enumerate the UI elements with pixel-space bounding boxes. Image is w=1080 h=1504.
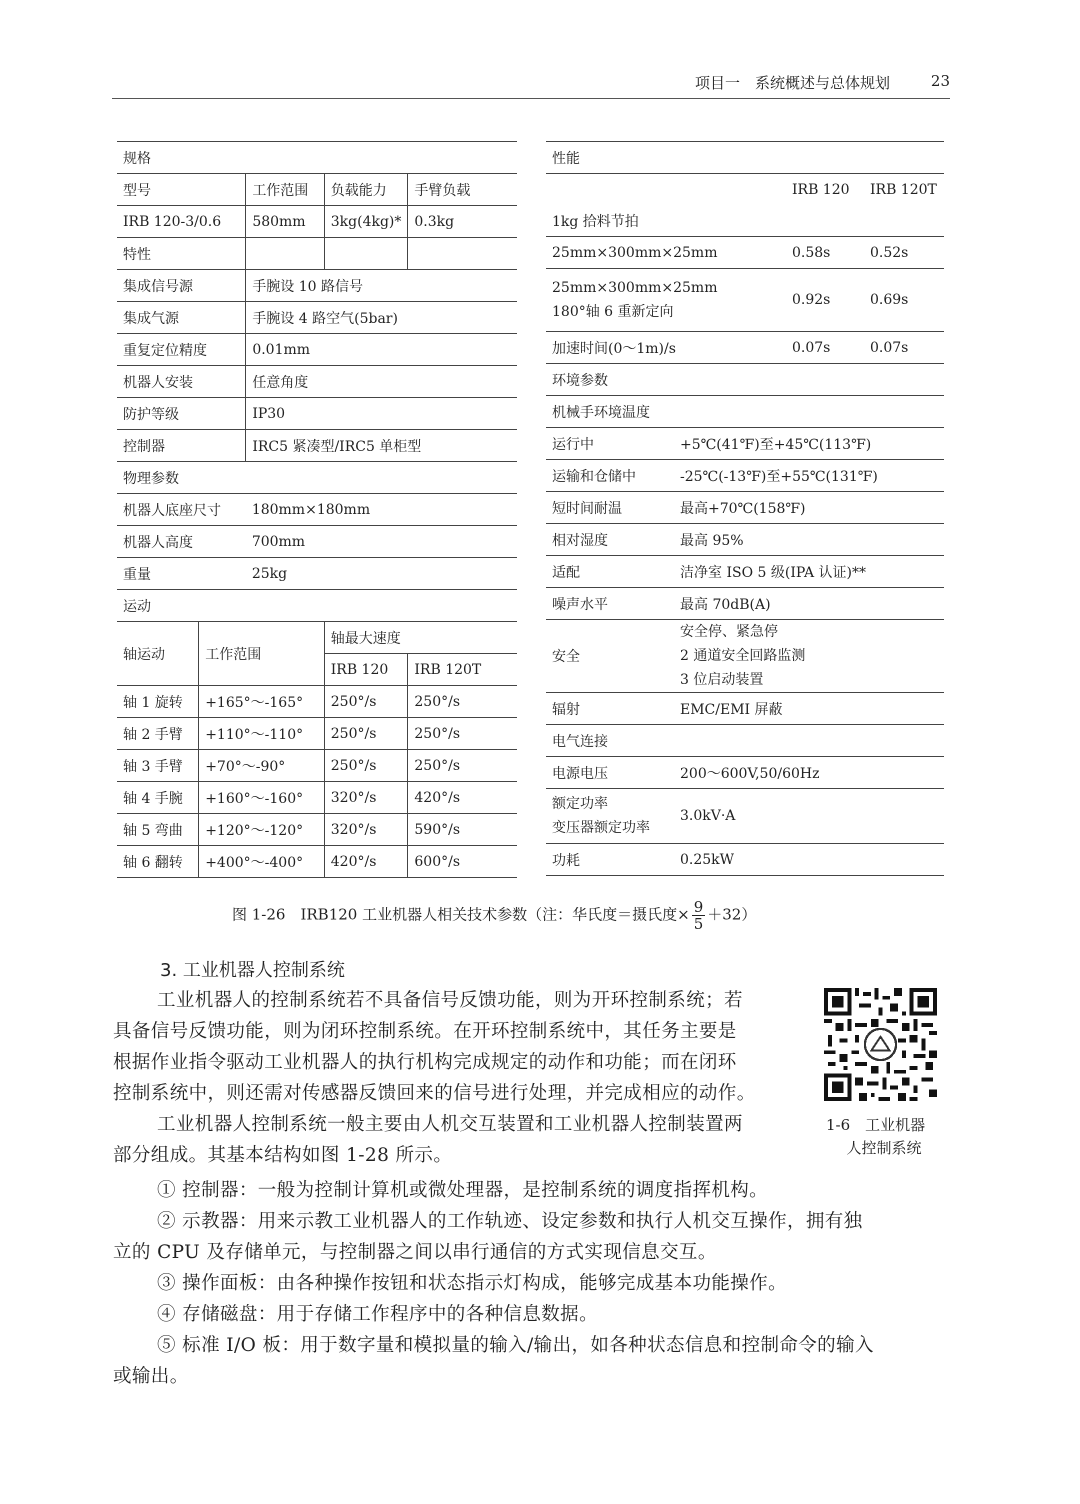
perf-value: 0.07s <box>864 332 944 364</box>
figure-caption <box>232 899 756 939</box>
table-cell: 人控制系统 <box>846 1139 922 1157</box>
voltage-value: 200～600V,50/60Hz <box>674 757 944 789</box>
header-axis: 轴运动 <box>117 622 199 686</box>
table-row <box>117 750 517 782</box>
kv-key: 机器人高度 <box>117 526 246 558</box>
cell-model: IRB 120-3/0.6 <box>117 206 246 238</box>
table-cell: +165°～-165° <box>199 686 325 718</box>
table-cell: 25mm×300mm×25mm <box>552 280 718 296</box>
section-electrical: 电气连接 <box>546 725 944 757</box>
section-motion: 运动 <box>117 590 517 622</box>
list-item: ④ 存储磁盘：用于存储工作程序中的各种信息数据。 <box>157 1304 598 1325</box>
spec-table-left <box>117 141 517 878</box>
table-cell: 安全停、紧急停 <box>680 624 778 640</box>
list-item: ① 控制器：一般为控制计算机或微处理器，是控制系统的调度指挥机构。 <box>157 1180 769 1201</box>
header-payload: 负载能力 <box>324 174 408 206</box>
table-cell: 轴 6 翻转 <box>117 846 199 878</box>
table-cell: 轴 4 手腕 <box>117 782 199 814</box>
env-key: 适配 <box>546 556 674 588</box>
env-value: 最高+70℃(158℉) <box>674 492 944 524</box>
header-arm-load: 手臂负载 <box>408 174 517 206</box>
section-performance: 性能 <box>546 142 944 174</box>
power-value: 3.0kV·A <box>674 789 944 844</box>
pick-cycle-label: 1kg 拾料节拍 <box>546 205 944 237</box>
cell-range: 580mm <box>246 206 324 238</box>
table-cell: 250°/s <box>324 718 408 750</box>
voltage-key: 电源电压 <box>546 757 674 789</box>
table-cell: 控制系统中，则还需对传感器反馈回来的信号进行处理，并完成相应的动作。 <box>113 1083 756 1104</box>
table-cell: 420°/s <box>408 782 517 814</box>
section-spec: 规格 <box>117 142 517 174</box>
kv-value: 手腕设 4 路空气(5bar) <box>246 302 517 334</box>
paragraph-1 <box>113 985 813 1109</box>
kv-key: 机器人底座尺寸 <box>117 494 246 526</box>
list-item: ③ 操作面板：由各种操作按钮和状态指示灯构成，能够完成基本功能操作。 <box>157 1273 787 1294</box>
env-subtitle: 机械手环境温度 <box>546 396 944 428</box>
power-key <box>546 789 674 844</box>
running-title: 项目一 系统概述与总体规划 <box>694 74 890 92</box>
radiation-value: EMC/EMI 屏蔽 <box>674 693 944 725</box>
env-value: -25℃(-13℉)至+55℃(131℉) <box>674 460 944 492</box>
table-cell: +160°～-160° <box>199 782 325 814</box>
kv-key: 控制器 <box>117 430 246 462</box>
kv-key: 重量 <box>117 558 246 590</box>
qr-caption <box>826 1114 942 1160</box>
kv-key: 集成信号源 <box>117 270 246 302</box>
kv-value: 25kg <box>246 558 517 590</box>
kv-key: 重复定位精度 <box>117 334 246 366</box>
kv-value: 手腕设 10 路信号 <box>246 270 517 302</box>
table-cell: 600°/s <box>408 846 517 878</box>
kv-value: 0.01mm <box>246 334 517 366</box>
table-cell: 轴 2 手臂 <box>117 718 199 750</box>
table-cell: 额定功率 <box>552 796 608 812</box>
cell-arm-load: 0.3kg <box>408 206 517 238</box>
page-number: 23 <box>930 72 950 90</box>
kv-key: 防护等级 <box>117 398 246 430</box>
table-row <box>117 846 517 878</box>
component-list <box>113 1175 951 1392</box>
caption-suffix: ＋32） <box>707 905 757 924</box>
table-cell: 5 <box>693 915 704 933</box>
table-cell: 轴 5 弯曲 <box>117 814 199 846</box>
perf-header-irb120t: IRB 120T <box>870 181 937 198</box>
table-cell: +70°～-90° <box>199 750 325 782</box>
table-cell: 或输出。 <box>113 1366 189 1387</box>
table-cell: 250°/s <box>408 750 517 782</box>
features-label: 特性 <box>117 238 246 270</box>
kv-value: IRC5 紧凑型/IRC5 单柜型 <box>246 430 517 462</box>
table-cell: 9 <box>693 898 704 916</box>
kv-key: 集成气源 <box>117 302 246 334</box>
env-value: +5℃(41℉)至+45℃(113℉) <box>674 428 944 460</box>
perf-header-irb120: IRB 120 <box>792 181 850 198</box>
table-cell: 590°/s <box>408 814 517 846</box>
kv-value: 180mm×180mm <box>246 494 517 526</box>
table-row <box>117 686 517 718</box>
header-irb120t: IRB 120T <box>408 654 517 686</box>
section-environment: 环境参数 <box>546 364 944 396</box>
header-work-range: 工作范围 <box>199 622 325 686</box>
spec-table-right <box>546 141 944 876</box>
kv-key: 机器人安装 <box>117 366 246 398</box>
perf-value: 0.07s <box>786 332 864 364</box>
perf-value: 0.69s <box>864 269 944 332</box>
env-value: 最高 95% <box>674 524 944 556</box>
perf-key: 25mm×300mm×25mm <box>546 237 786 269</box>
qr-code-icon[interactable] <box>824 988 937 1101</box>
safety-values <box>674 620 944 693</box>
safety-key: 安全 <box>546 620 674 693</box>
table-cell: 420°/s <box>324 846 408 878</box>
table-cell: 1-6 工业机器 <box>826 1116 926 1134</box>
table-row <box>117 782 517 814</box>
perf-value: 0.52s <box>864 237 944 269</box>
table-cell: 根据作业指令驱动工业机器人的执行机构完成规定的动作和功能；而在闭环 <box>113 1052 737 1073</box>
paragraph-2 <box>113 1109 813 1171</box>
consumption-value: 0.25kW <box>674 844 944 876</box>
perf-key: 加速时间(0～1m)/s <box>546 332 786 364</box>
table-cell: 320°/s <box>324 814 408 846</box>
caption-text: 图 1-26 IRB120 工业机器人相关技术参数（注：华氏度＝摄氏度× <box>232 905 690 924</box>
section-physical: 物理参数 <box>117 462 517 494</box>
table-cell: 250°/s <box>324 686 408 718</box>
table-row <box>117 814 517 846</box>
section-title: 3. 工业机器人控制系统 <box>160 960 345 981</box>
kv-value: 任意角度 <box>246 366 517 398</box>
table-cell: 变压器额定功率 <box>552 820 650 836</box>
header-range: 工作范围 <box>246 174 324 206</box>
table-cell: +120°～-120° <box>199 814 325 846</box>
perf-key-multi <box>546 269 786 332</box>
perf-value: 0.58s <box>786 237 864 269</box>
kv-value: 700mm <box>246 526 517 558</box>
env-value: 最高 70dB(A) <box>674 588 944 620</box>
header-model: 型号 <box>117 174 246 206</box>
table-cell: 具备信号反馈功能，则为闭环控制系统。在开环控制系统中，其任务主要是 <box>113 1021 737 1042</box>
table-cell: 2 通道安全回路监测 <box>680 648 806 664</box>
env-key: 运行中 <box>546 428 674 460</box>
env-key: 相对湿度 <box>546 524 674 556</box>
fraction <box>692 899 706 932</box>
table-cell: 250°/s <box>408 718 517 750</box>
table-cell: 部分组成。其基本结构如图 1-28 所示。 <box>113 1145 453 1166</box>
table-cell: 工业机器人的控制系统若不具备信号反馈功能，则为开环控制系统；若 <box>157 990 743 1011</box>
list-item <box>113 1330 951 1392</box>
table-cell: 轴 3 手臂 <box>117 750 199 782</box>
list-item <box>113 1206 951 1268</box>
cell-payload: 3kg(4kg)* <box>324 206 408 238</box>
radiation-key: 辐射 <box>546 693 674 725</box>
page-header <box>112 70 950 99</box>
env-value: 洁净室 ISO 5 级(IPA 认证)** <box>674 556 944 588</box>
env-key: 短时间耐温 <box>546 492 674 524</box>
table-cell: ② 示教器：用来示教工业机器人的工作轨迹、设定参数和执行人机交互操作，拥有独 <box>157 1211 863 1232</box>
table-row <box>117 718 517 750</box>
table-cell: +110°～-110° <box>199 718 325 750</box>
table-cell: 250°/s <box>324 750 408 782</box>
table-cell: 320°/s <box>324 782 408 814</box>
env-key: 噪声水平 <box>546 588 674 620</box>
table-cell: 250°/s <box>408 686 517 718</box>
consumption-key: 功耗 <box>546 844 674 876</box>
header-irb120: IRB 120 <box>324 654 408 686</box>
table-cell: ⑤ 标准 I/O 板：用于数字量和模拟量的输入/输出，如各种状态信息和控制命令的输入 <box>157 1335 874 1356</box>
table-cell: +400°～-400° <box>199 846 325 878</box>
perf-value: 0.92s <box>786 269 864 332</box>
header-max-speed: 轴最大速度 <box>324 622 517 654</box>
env-key: 运输和仓储中 <box>546 460 674 492</box>
table-cell: 3 位启动装置 <box>680 672 764 688</box>
kv-value: IP30 <box>246 398 517 430</box>
table-cell: 轴 1 旋转 <box>117 686 199 718</box>
table-cell: 工业机器人控制系统一般主要由人机交互装置和工业机器人控制装置两 <box>157 1114 743 1135</box>
table-cell: 立的 CPU 及存储单元，与控制器之间以串行通信的方式实现信息交互。 <box>113 1242 717 1263</box>
table-cell: 180°轴 6 重新定向 <box>552 304 674 320</box>
